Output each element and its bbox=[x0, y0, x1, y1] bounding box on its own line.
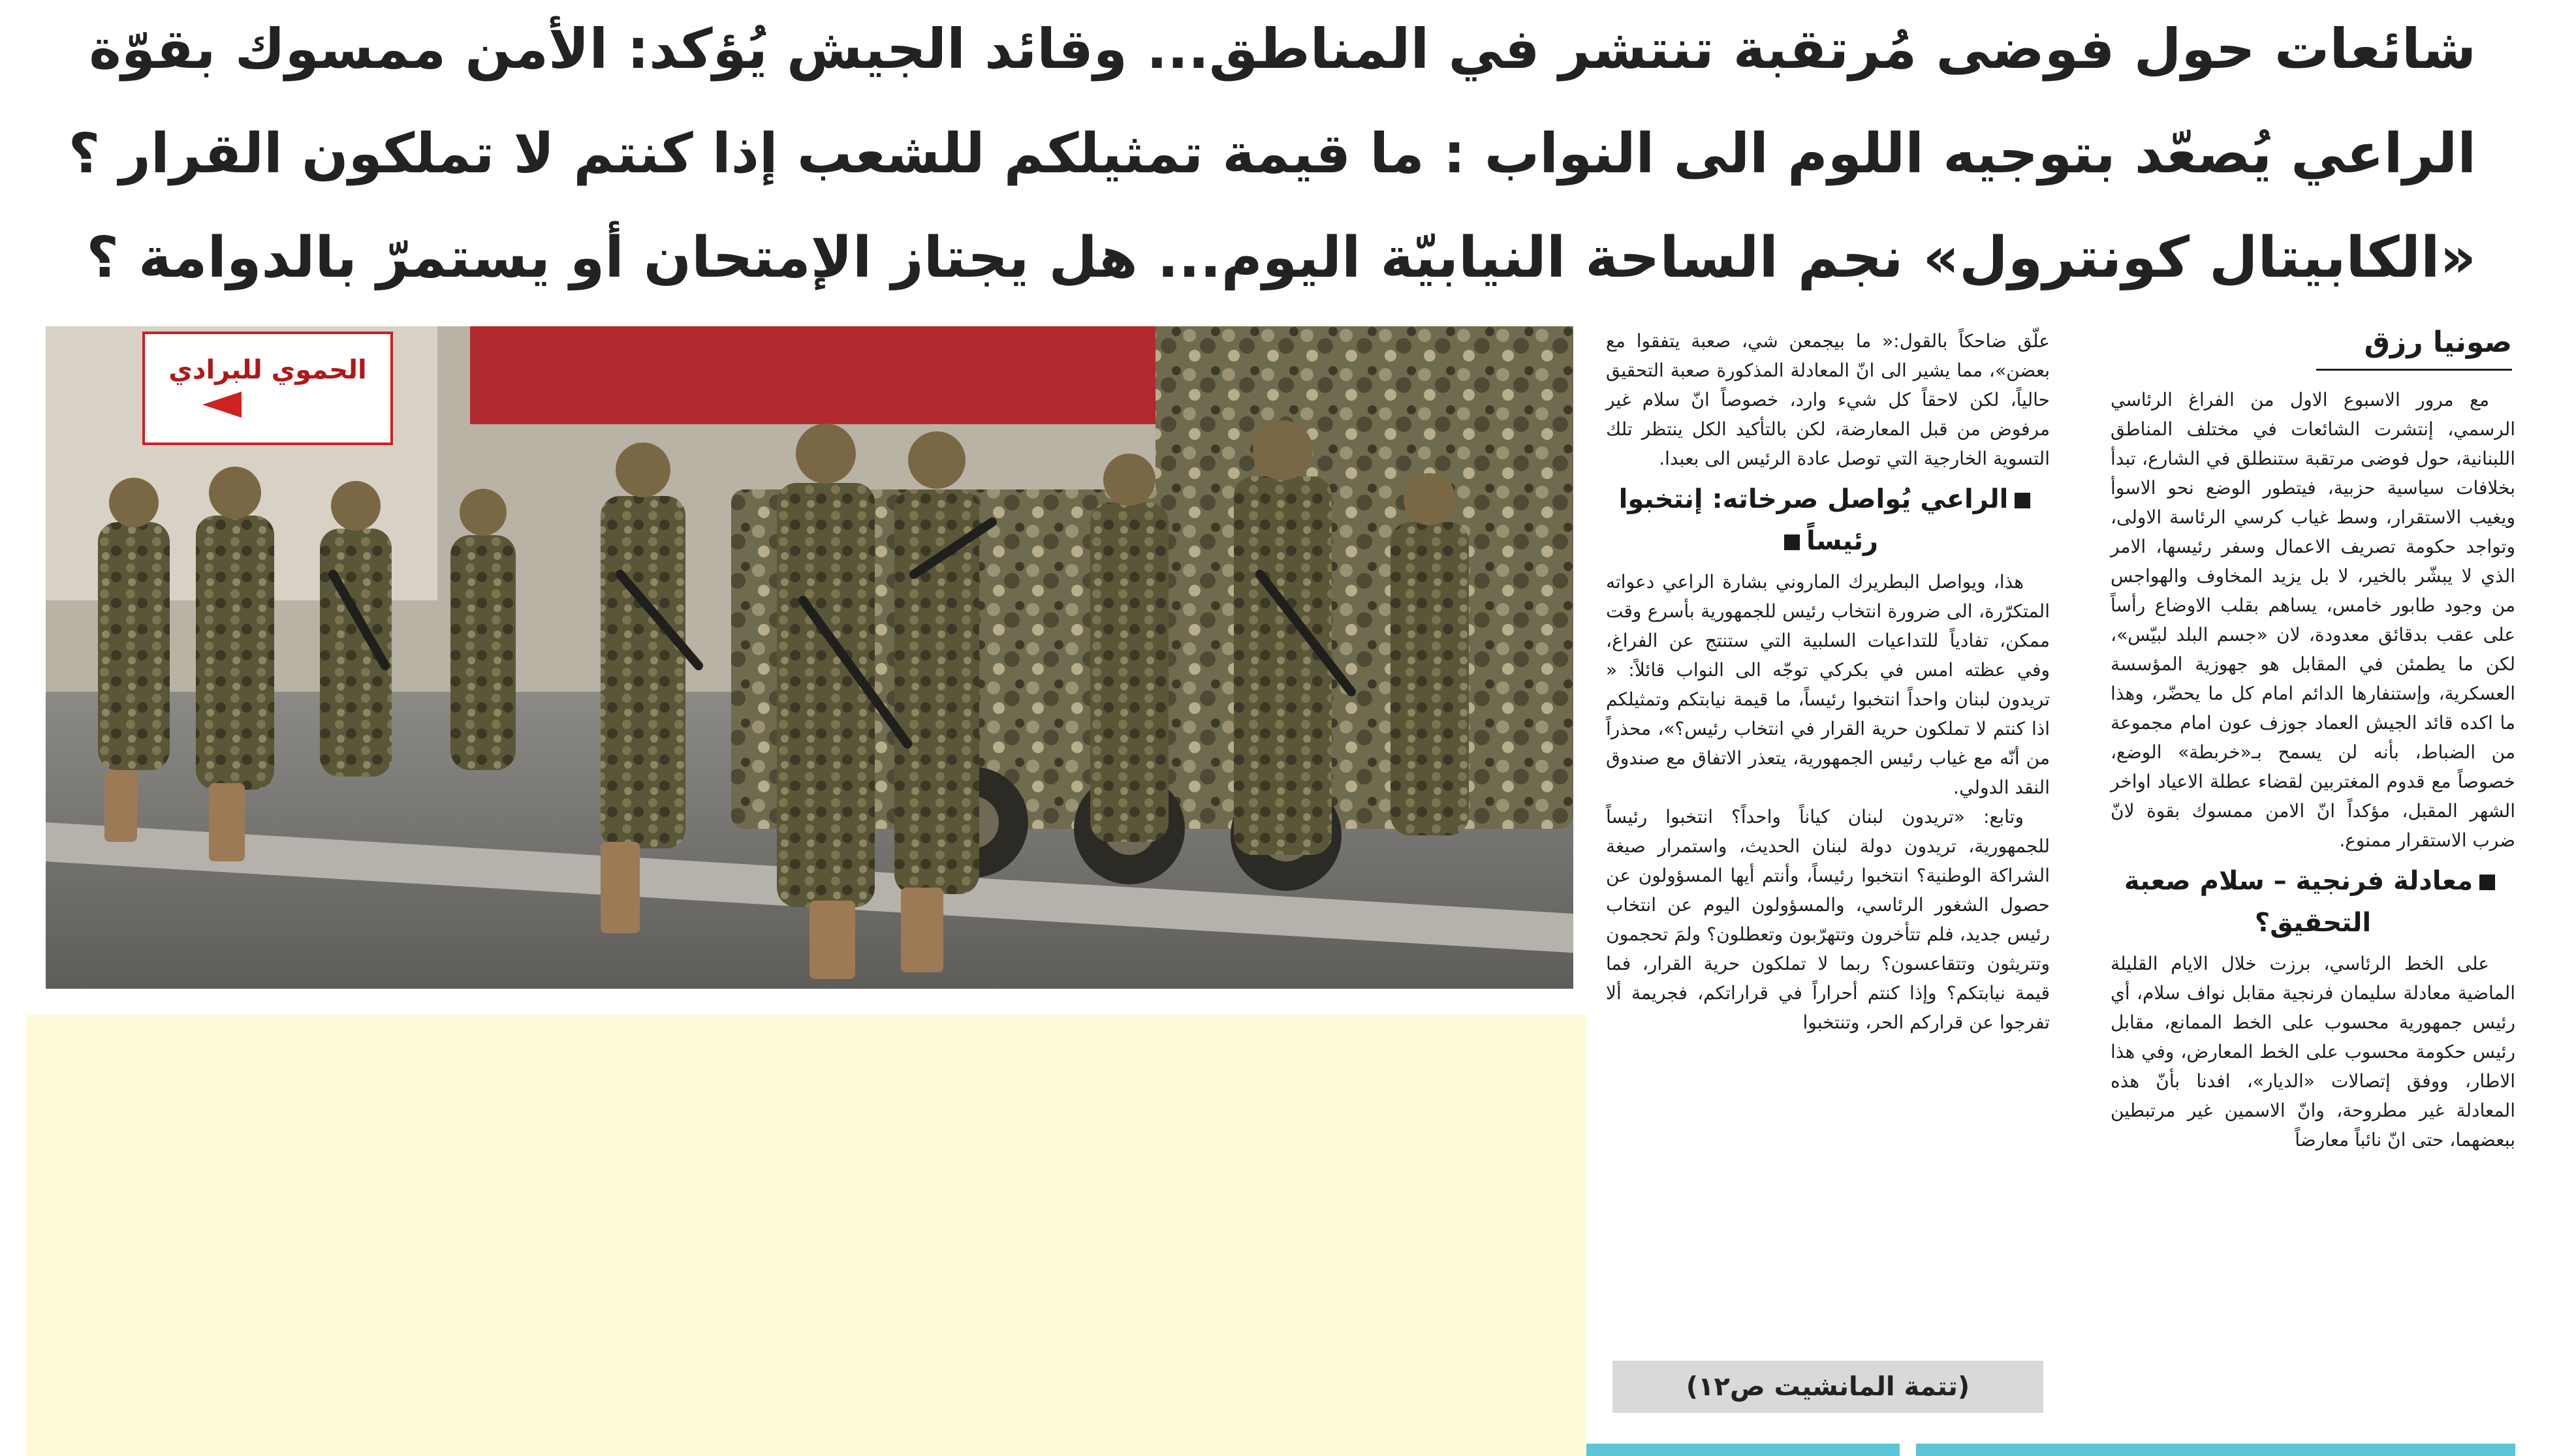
continued-on-page-label: (تتمة المانشيت ص١٢) bbox=[1612, 1361, 2043, 1413]
advertisement-placeholder bbox=[26, 1015, 1586, 1456]
article-paragraph: وتابع: «تريدون لبنان كياناً واحداً؟ انتخبوا رئيساً للجمهورية، تريدون دولة لبنان الحديث، واستمرار صيغة الشراكة الوطنية؟ انتخبوا رئيساً، وأنتم أيها المسؤولون عن حصول الشغور الرئاسي، والمسؤولون اليوم عن انتخاب رئيس جديد، فلم تتأخرون وتتهرّبون وتعطلون؟ ولمَ تحجمون وتتريثون وتتقاعسون؟ ربما لا تملكون حرية القرار، فما قيمة نيابتكم؟ وإذا كنتم أحراراً في قراراتكم، فجريمة ألا تفرجوا عن قراركم الحر، وتنتخبوا bbox=[1606, 806, 2050, 1033]
article-column-middle bbox=[1606, 326, 2050, 1037]
accent-bar bbox=[1916, 1444, 2515, 1456]
author-byline: صونيا رزق bbox=[2316, 323, 2512, 371]
square-bullet-icon bbox=[2479, 875, 2495, 890]
subhead-text: معادلة فرنجية – سلام صعبة التحقيق؟ bbox=[2124, 866, 2474, 938]
article-column-right bbox=[2111, 385, 2515, 1154]
photo-illustration bbox=[46, 326, 1573, 989]
square-bullet-icon bbox=[2015, 493, 2030, 508]
shop-sign-text: الحموي للبرادي bbox=[168, 355, 367, 385]
section-subhead bbox=[1606, 478, 2050, 562]
section-subhead bbox=[2111, 860, 2515, 944]
square-bullet-icon bbox=[1784, 534, 1800, 550]
soldiers-photo bbox=[46, 326, 1573, 989]
accent-bar bbox=[1586, 1444, 1900, 1456]
headline-line-2: الراعي يُصعّد بتوجيه اللوم الى النواب : ما قيمة تمثيلكم للشعب إذا كنتم لا تملكون القرار ؟ bbox=[68, 121, 2476, 185]
headline-line-1: شائعات حول فوضى مُرتقبة تنتشر في المناطق... وقائد الجيش يُؤكد: الأمن ممسوك بقوّة bbox=[89, 17, 2476, 81]
article-paragraph: علّق ضاحكاً بالقول:« ما بيجمعن شي، صعبة يتفقوا مع بعضن»، مما يشير الى انّ المعادلة المذكورة صعبة التحقيق حالياً، لكن لاحقاً كل شيء وارد، خصوصاً انّ سلام غير مرفوض من قبل المعارضة، لكن بالتأكيد الكل ينتظر تلك التسوية الخارجية التي توصل عادة الرئيس الى بعبدا. bbox=[1606, 330, 2050, 469]
headline-line-3: «الكابيتال كونترول» نجم الساحة النيابيّة اليوم... هل يجتاز الإمتحان أو يستمرّ بالدوامة ؟ bbox=[86, 225, 2476, 290]
article-paragraph: مع مرور الاسبوع الاول من الفراغ الرئاسي الرسمي، إنتشرت الشائعات في مختلف المناطق اللبنانية، حول فوضى مرتقبة ستنطلق في الشارع، تبدأ بخلافات سياسية حزبية، فيتطور الوضع نحو الاسوأ ويغيب الاستقرار، وسط غياب كرسي الرئاسة الاولى، وتواجد حكومة تصريف الاعمال وسفر رئيسها، الامر الذي لا يبشّر بالخير، لا بل يزيد المخاوف والهواجس من وجود طابور خامس، يساهم بقلب الاوضاع رأساً على عقب بدقائق معدودة، لان «جسم البلد لبيّس»، لكن ما يطمئن في المقابل هو جهوزية المؤسسة العسكرية، وإستنفارها الدائم امام كل ما يحضّر، وهذا ما اكده قائد الجيش العماد جوزف عون امام مجموعة من الضباط، بأنه لن يسمح بـ«خربطة» الوضع، خصوصاً مع قدوم المغتربين لقضاء عطلة الاعياد اواخر الشهر المقبل، مؤكداً انّ الامن ممسوك بقوة لانّ ضرب الاستقرار ممنوع. bbox=[2111, 389, 2515, 851]
article-paragraph: هذا، ويواصل البطريرك الماروني بشارة الراعي دعواته المتكرّرة، الى ضرورة انتخاب رئيس للجمهورية بأسرع وقت ممكن، تفادياً للتداعيات السلبية التي ستنتج عن الفراغ، وفي عظته امس في بكركي توجّه الى النواب قائلاً: « تريدون لبنان واحداً انتخبوا رئيساً، ما قيمة نيابتكم وتمثيلكم اذا كنتم لا تملكون حرية القرار في انتخاب رئيس؟»، محذراً من أنّه مع غياب رئيس الجمهورية، يتعذر الاتفاق مع صندوق النقد الدولي. bbox=[1606, 571, 2050, 798]
article-paragraph: على الخط الرئاسي، برزت خلال الايام القليلة الماضية معادلة سليمان فرنجية مقابل نواف سلام، أي رئيس جمهورية محسوب على الخط الممانع، مقابل رئيس حكومة محسوب على الخط المعارض، وفي هذا الاطار، ووفق إتصالات «الديار»، افدنا بأنّ هذه المعادلة غير مطروحة، وانّ الاسمين غير مرتبطين ببعضهما، حتى انّ نائباً معارضاً bbox=[2111, 953, 2515, 1151]
subhead-text: الراعي يُواصل صرخاته: إنتخبوا رئيساً bbox=[1618, 484, 2009, 556]
